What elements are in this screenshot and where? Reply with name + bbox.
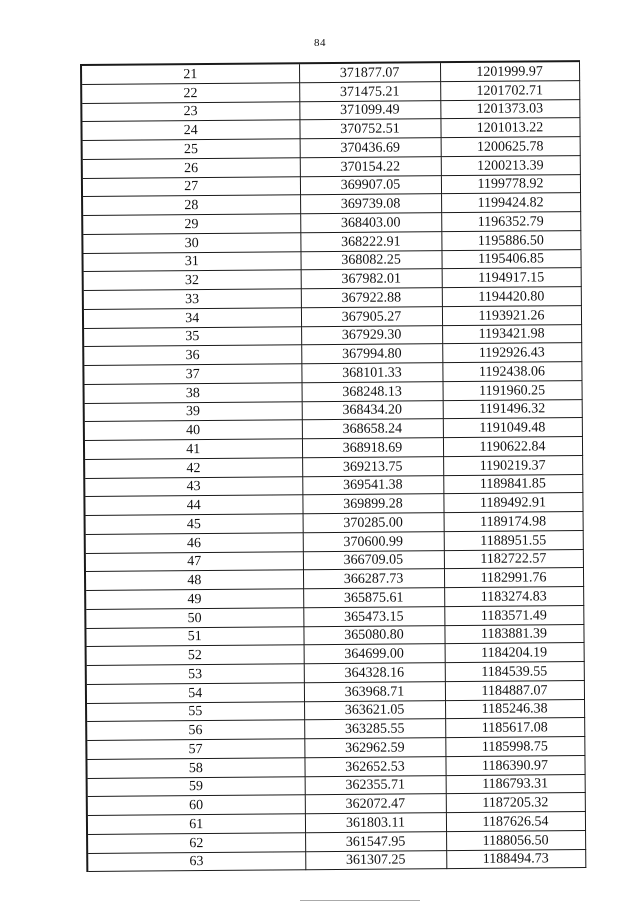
point-number-cell: 32 <box>83 270 301 290</box>
y-coordinate-cell: 1190622.84 <box>443 437 582 457</box>
x-coordinate-cell: 368918.69 <box>302 438 443 458</box>
x-coordinate-cell: 370285.00 <box>303 513 444 533</box>
y-coordinate-cell: 1183274.83 <box>444 587 583 607</box>
x-coordinate-cell: 368222.91 <box>300 231 441 251</box>
y-coordinate-cell: 1195886.50 <box>441 230 580 250</box>
y-coordinate-cell: 1192438.06 <box>442 362 581 382</box>
y-coordinate-cell: 1188951.55 <box>444 530 583 550</box>
x-coordinate-cell: 368403.00 <box>300 213 441 233</box>
point-number-cell: 43 <box>84 476 302 496</box>
point-number-cell: 24 <box>81 120 299 140</box>
x-coordinate-cell: 367905.27 <box>301 306 442 326</box>
y-coordinate-cell: 1190219.37 <box>443 455 582 475</box>
x-coordinate-cell: 368434.20 <box>302 400 443 420</box>
y-coordinate-cell: 1191960.25 <box>443 380 582 400</box>
x-coordinate-cell: 371475.21 <box>299 81 440 101</box>
y-coordinate-cell: 1196352.79 <box>441 212 580 232</box>
y-coordinate-cell: 1199778.92 <box>441 174 580 194</box>
y-coordinate-cell: 1188056.50 <box>446 830 585 850</box>
x-coordinate-cell: 364699.00 <box>304 644 445 664</box>
x-coordinate-cell: 369899.28 <box>302 494 443 514</box>
point-number-cell: 51 <box>85 626 303 646</box>
y-coordinate-cell: 1200625.78 <box>441 137 580 157</box>
x-coordinate-cell: 370752.51 <box>299 119 440 139</box>
table-row <box>87 849 585 872</box>
point-number-cell: 34 <box>83 308 301 328</box>
y-coordinate-cell: 1189174.98 <box>444 512 583 532</box>
point-number-cell: 28 <box>82 195 300 215</box>
x-coordinate-cell: 369541.38 <box>302 475 443 495</box>
y-coordinate-cell: 1201373.03 <box>440 99 579 119</box>
point-number-cell: 44 <box>84 495 302 515</box>
x-coordinate-cell: 366287.73 <box>303 569 444 589</box>
y-coordinate-cell: 1185246.38 <box>445 699 584 719</box>
x-coordinate-cell: 369739.08 <box>300 194 441 214</box>
page-number: 84 <box>314 37 326 49</box>
point-number-cell: 41 <box>84 439 302 459</box>
y-coordinate-cell: 1195406.85 <box>441 249 580 269</box>
y-coordinate-cell: 1201999.97 <box>440 61 579 81</box>
y-coordinate-cell: 1186390.97 <box>445 755 584 775</box>
x-coordinate-cell: 367994.80 <box>301 344 442 364</box>
point-number-cell: 42 <box>84 458 302 478</box>
point-number-cell: 38 <box>84 383 302 403</box>
x-coordinate-cell: 365473.15 <box>303 606 444 626</box>
point-number-cell: 52 <box>86 645 304 665</box>
point-number-cell: 22 <box>81 83 299 103</box>
y-coordinate-cell: 1194917.15 <box>442 268 581 288</box>
x-coordinate-cell: 368658.24 <box>302 419 443 439</box>
y-coordinate-cell: 1185998.75 <box>445 737 584 757</box>
x-coordinate-cell: 365875.61 <box>303 588 444 608</box>
point-number-cell: 40 <box>84 420 302 440</box>
point-number-cell: 21 <box>81 63 299 84</box>
x-coordinate-cell: 370436.69 <box>300 138 441 158</box>
y-coordinate-cell: 1201702.71 <box>440 80 579 100</box>
point-number-cell: 62 <box>87 833 305 853</box>
point-number-cell: 39 <box>84 401 302 421</box>
x-coordinate-cell: 363285.55 <box>304 719 445 739</box>
point-number-cell: 58 <box>86 758 304 778</box>
y-coordinate-cell: 1189492.91 <box>443 493 582 513</box>
point-number-cell: 50 <box>85 608 303 628</box>
x-coordinate-cell: 361803.11 <box>305 813 446 833</box>
x-coordinate-cell: 364328.16 <box>304 663 445 683</box>
point-number-cell: 55 <box>86 701 304 721</box>
x-coordinate-cell: 363968.71 <box>304 681 445 701</box>
y-coordinate-cell: 1183571.49 <box>444 605 583 625</box>
point-number-cell: 46 <box>85 533 303 553</box>
y-coordinate-cell: 1193421.98 <box>442 324 581 344</box>
point-number-cell: 31 <box>82 251 300 271</box>
y-coordinate-cell: 1184204.19 <box>445 643 584 663</box>
x-coordinate-cell: 362652.53 <box>304 756 445 776</box>
point-number-cell: 49 <box>85 589 303 609</box>
y-coordinate-cell: 1191049.48 <box>443 418 582 438</box>
x-coordinate-cell: 367929.30 <box>301 325 442 345</box>
y-coordinate-cell: 1200213.39 <box>441 155 580 175</box>
x-coordinate-cell: 367922.88 <box>301 288 442 308</box>
y-coordinate-cell: 1183881.39 <box>444 624 583 644</box>
point-number-cell: 56 <box>86 720 304 740</box>
point-number-cell: 54 <box>86 683 304 703</box>
point-number-cell: 27 <box>82 176 300 196</box>
y-coordinate-cell: 1187205.32 <box>446 793 585 813</box>
x-coordinate-cell: 368248.13 <box>302 381 443 401</box>
coordinate-table-body <box>81 61 585 872</box>
x-coordinate-cell: 363621.05 <box>304 700 445 720</box>
x-coordinate-cell: 370600.99 <box>303 531 444 551</box>
point-number-cell: 33 <box>83 289 301 309</box>
x-coordinate-cell: 370154.22 <box>300 156 441 176</box>
y-coordinate-cell: 1186793.31 <box>446 774 585 794</box>
point-number-cell: 30 <box>82 233 300 253</box>
y-coordinate-cell: 1182722.57 <box>444 549 583 569</box>
y-coordinate-cell: 1189841.85 <box>443 474 582 494</box>
point-number-cell: 35 <box>83 326 301 346</box>
x-coordinate-cell: 361307.25 <box>305 850 446 870</box>
bottom-edge-mark <box>300 900 420 901</box>
y-coordinate-cell: 1192926.43 <box>442 343 581 363</box>
x-coordinate-cell: 369213.75 <box>302 456 443 476</box>
point-number-cell: 48 <box>85 570 303 590</box>
y-coordinate-cell: 1184539.55 <box>445 662 584 682</box>
point-number-cell: 26 <box>82 158 300 178</box>
point-number-cell: 63 <box>87 851 305 871</box>
point-number-cell: 25 <box>82 139 300 159</box>
x-coordinate-cell: 368082.25 <box>300 250 441 270</box>
point-number-cell: 53 <box>86 664 304 684</box>
coordinate-table <box>80 60 586 872</box>
y-coordinate-cell: 1193921.26 <box>442 305 581 325</box>
point-number-cell: 57 <box>86 739 304 759</box>
y-coordinate-cell: 1185617.08 <box>445 718 584 738</box>
point-number-cell: 60 <box>87 795 305 815</box>
point-number-cell: 37 <box>83 364 301 384</box>
point-number-cell: 23 <box>81 101 299 121</box>
x-coordinate-cell: 366709.05 <box>303 550 444 570</box>
point-number-cell: 47 <box>85 551 303 571</box>
point-number-cell: 59 <box>87 776 305 796</box>
x-coordinate-cell: 371877.07 <box>299 62 440 82</box>
y-coordinate-cell: 1188494.73 <box>446 849 585 869</box>
point-number-cell: 29 <box>82 214 300 234</box>
point-number-cell: 45 <box>85 514 303 534</box>
x-coordinate-cell: 368101.33 <box>301 363 442 383</box>
point-number-cell: 36 <box>83 345 301 365</box>
x-coordinate-cell: 369907.05 <box>300 175 441 195</box>
x-coordinate-cell: 371099.49 <box>299 100 440 120</box>
y-coordinate-cell: 1194420.80 <box>442 287 581 307</box>
x-coordinate-cell: 361547.95 <box>305 831 446 851</box>
point-number-cell: 61 <box>87 814 305 834</box>
x-coordinate-cell: 365080.80 <box>303 625 444 645</box>
y-coordinate-cell: 1199424.82 <box>441 193 580 213</box>
x-coordinate-cell: 362962.59 <box>304 738 445 758</box>
y-coordinate-cell: 1187626.54 <box>446 812 585 832</box>
x-coordinate-cell: 367982.01 <box>301 269 442 289</box>
y-coordinate-cell: 1184887.07 <box>445 680 584 700</box>
y-coordinate-cell: 1191496.32 <box>443 399 582 419</box>
y-coordinate-cell: 1201013.22 <box>440 118 579 138</box>
x-coordinate-cell: 362072.47 <box>305 794 446 814</box>
y-coordinate-cell: 1182991.76 <box>444 568 583 588</box>
x-coordinate-cell: 362355.71 <box>305 775 446 795</box>
